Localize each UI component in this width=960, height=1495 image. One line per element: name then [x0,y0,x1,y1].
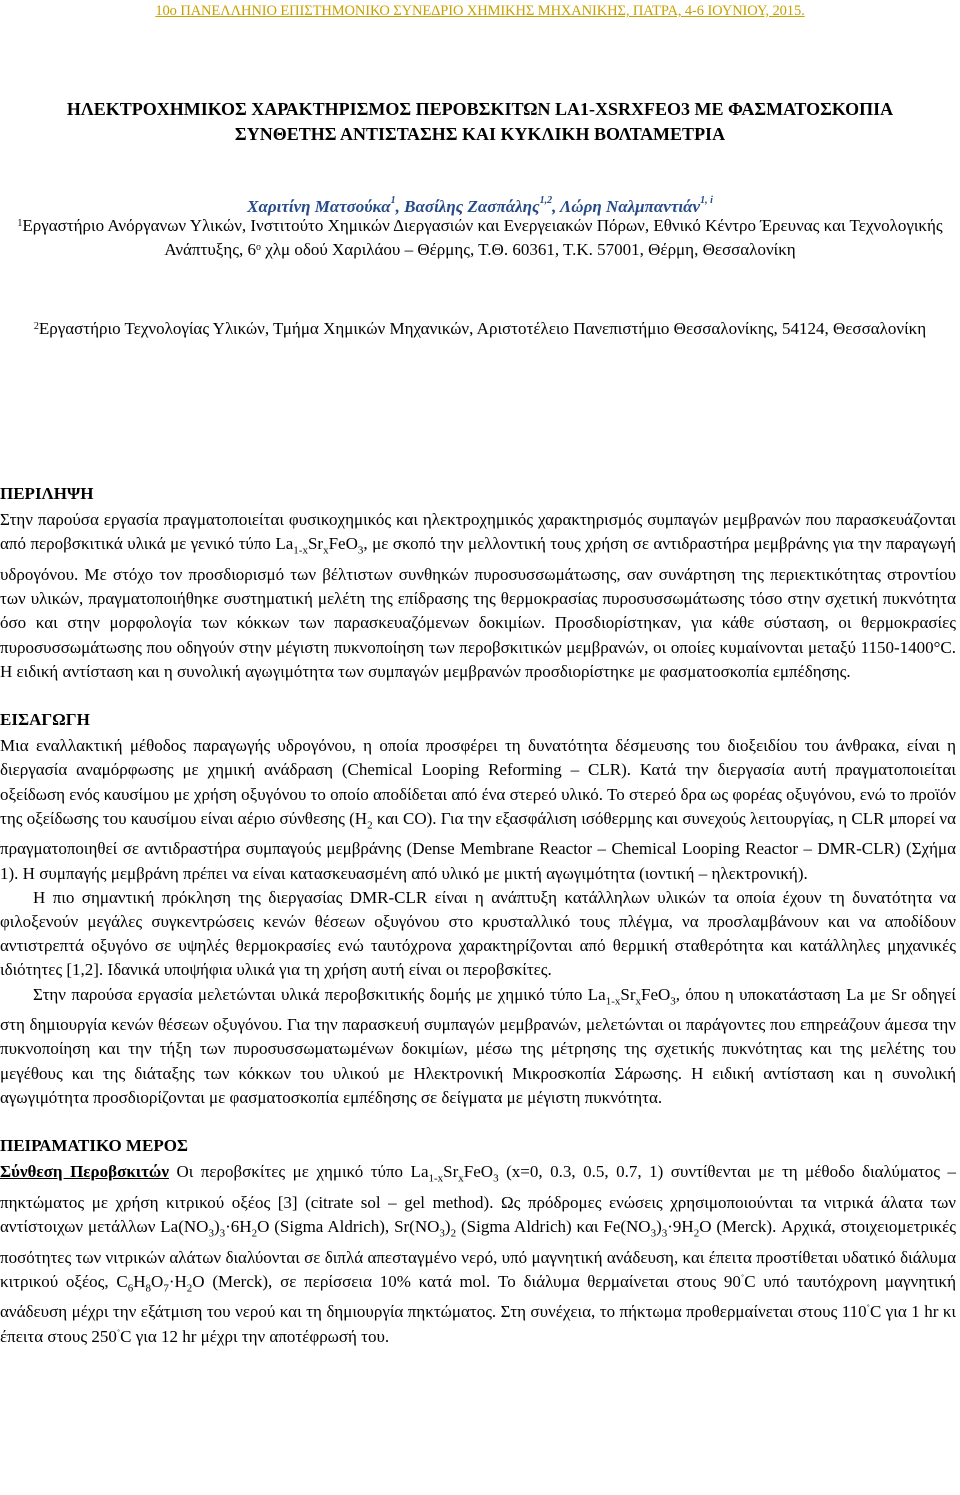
conference-header: 10ο ΠΑΝΕΛΛΗΝΙΟ ΕΠΙΣΤΗΜΟΝΙΚΟ ΣΥΝΕΔΡΙΟ ΧΗΜΙΚΗΣ ΜΗΧΑΝΙΚΗΣ, ΠΑΤΡΑ, 4-6 ΙΟΥΝΙΟΥ, 2015. [155,3,805,19]
author-list: Χαριτίνη Ματσούκα$^1$, Βασίλης Ζασπάλης$^{1,2}$, Λώρη Ναλμπαντιάν$^{1, i}$ [247,195,713,216]
author-name: Χαριτίνη Ματσούκα [247,197,391,216]
paper-title: ΗΛΕΚΤΡΟΧΗΜΙΚΟΣ ΧΑΡΑΚΤΗΡΙΣΜΟΣ ΠΕΡΟΒΣΚΙΤΩΝ LA1-XSRXFEO3 ΜΕ ΦΑΣΜΑΤΟΣΚΟΠΙΑ ΣΥΝΘΕΤΗΣ ΑΝΤΙΣΤΑΣΗΣ ΚΑΙ ΚΥΚΛΙΚΗ ΒΟΛΤΑΜΕΤΡΙΑ [66,99,894,144]
author-superscript: 1, i [700,195,713,206]
affiliation-1 [10,214,950,262]
affiliation-text: Εργαστήριο Τεχνολογίας Υλικών, Τμήμα Χημικών Μηχανικών, Αριστοτέλειο Πανεπιστήμιο Θεσσαλονίκης, 54124, Θεσσαλονίκη [38,319,927,338]
author-name: Βασίλης Ζασπάλης [404,197,540,216]
paper-body [0,482,956,1349]
intro-paragraph-1: Μια εναλλακτική μέθοδος παραγωγής υδρογόνου, η οποία προσφέρει τη δυνατότητα δέσμευσης του διοξειδίου του άνθρακα, είναι η διεργασία αναμόρφωσης με χημική ανάδραση (Chemical Looping Reforming – CLR). Κατά την διεργασία αυτή πραγματοποιείται οξείδωση ενός καυσίμου με χρήση οξυγόνου το οποίο αποδίδεται από ένα στερεό υλικό. Το στερεό δρα ως φορέας οξυγόνου, ενώ το προϊόν της οξείδωσης του καυσίμου είναι αέριο σύνθεσης ($H_2$ και CO). Για την εξασφάλιση ισόθερμης και συνεχούς λειτουργίας, η CLR μπορεί να πραγματοποιηθεί σε αντιδραστήρα συμπαγούς μεμβράνης (Dense Membrane Reactor – Chemical Looping Reactor – DMR-CLR) (Σχήμα 1). Η συμπαγής μεμβράνη πρέπει να είναι κατασκευασμένη από υλικό με μικτή αγωγιμότητα (ιοντική – ηλεκτρονική). [0,736,957,883]
affiliation-2 [10,317,950,341]
intro-paragraph-2: Η πιο σημαντική πρόκληση της διεργασίας DMR-CLR είναι η ανάπτυξη κατάλληλων υλικών τα οποία έχουν τη δυνατότητα να φιλοξενούν μεγάλες συγκεντρώσεις κενών θέσεων οξυγόνου στο κρυσταλλικό τους πλέγμα, να προσλαμβάνουν και να αποδίδουν αντιστρεπτά οξυγόνο σε υψηλές θερμοκρασίες ενώ ταυτόχρονα χαρακτηρίζονται από θερμική σταθερότητα και κατάλληλες μηχανικές ιδιότητες [1,2]. Ιδανικά υποψήφια υλικά για τη χρήση αυτή είναι οι περοβσκίτες. [0,887,956,980]
experimental-paragraph: Σύνθεση Περοβσκιτών Οι περοβσκίτες με χημικό τύπο $La_{1-x}Sr_xFeO_3$ (x=0, 0.3, 0.5, 0.7, 1) συντίθενται με τη μέθοδο διαλύματος – πηκτώματος με χρήση κιτρικού οξέος [3] (citrate sol – gel method). Ως πρόδρομες ενώσεις χρησιμοποιούνται τα νιτρικά άλατα των αντίστοιχων μετάλλων $La(NO_3)_3\cdot 6H_2O$ (Sigma Aldrich), $Sr(NO_3)_2$ (Sigma Aldrich) και $Fe(NO_3)_3\cdot 9H_2O$ (Merck). Αρχικά, στοιχειομετρικές ποσότητες των νιτρικών αλάτων διαλύονται σε διπλά απεσταγμένο νερό, υπό μαγνητική ανάδευση, και έπειτα προστίθεται υδατικό διάλυμα κιτρικού οξέος, $C_6H_8O_7\cdot H_2O$ (Merck), σε περίσσεια 10% κατά mol. Το διάλυμα θερμαίνεται στους 90˚C υπό ταυτόχρονη μαγνητική ανάδευση μέχρι την εξάτμιση του νερού και τη δημιουργία πηκτώματος. Στη συνέχεια, το πήκτωμα προθερμαίνεται στους 110˚C για 1 hr κι έπειτα στους 250˚C για 12 hr μέχρι την αποτέφρωσή του. [0,1162,957,1346]
abstract-heading: ΠΕΡΙΛΗΨΗ [0,484,94,503]
affiliation-superscript: 1 [17,218,23,229]
affiliation-text: χλμ οδού Χαριλάου – Θέρμης, Τ.Θ. 60361, Τ.Κ. 57001, Θέρμη, Θεσσαλονίκη [260,240,796,259]
experimental-heading: ΠΕΙΡΑΜΑΤΙΚΟ ΜΕΡΟΣ [0,1136,189,1156]
abstract-paragraph: Στην παρούσα εργασία πραγματοποιείται φυσικοχημικός και ηλεκτροχημικός χαρακτηρισμός συμπαγών μεμβρανών που παρασκευάζονται από περοβσκιτικά υλικά με γενικό τύπο $La_{1-x}Sr_xFeO_3$, με σκοπό την μελλοντική τους χρήση σε αντιδραστήρα μεμβράνης για την παραγωγή υδρογόνου. Με στόχο τον προσδιορισμό των βέλτιστων συνθηκών πυροσυσσωμάτωσης, σαν συνάρτηση της περιεκτικότητας στροντίου των υλικών, πραγματοποιήθηκε συστηματική μελέτη της επίδρασης της θερμοκρασίας πυροσυσσωμάτωσης τόσο στην σχετική πυκνότητα όσο και στην μορφολογία των κόκκων των παρασκευαζόμενων δοκιμίων. Προσδιορίστηκαν, για κάθε σύσταση, οι θερμοκρασίες πυροσυσσωμάτωσης που οδηγούν στην μέγιστη πυκνοποίηση των περοβσκιτικών μεμβρανών, οι οποίες κυμαίνονται μεταξύ 1150-1400°C. Η ειδική αντίσταση και η συνολική αγωγιμότητα των συμπαγών μεμβρανών προσδιορίστηκε με φασματοσκοπία εμπέδησης. [0,510,957,681]
author-superscript: 1 [390,195,396,206]
author-name: Λώρη Ναλμπαντιάν [559,197,701,216]
author-superscript: 1,2 [539,195,553,206]
ordinal-superscript: ο [255,242,261,253]
affiliation-superscript: 2 [33,321,39,332]
intro-paragraph-3: Στην παρούσα εργασία μελετώνται υλικά περοβσκιτικής δομής με χημικό τύπο $La_{1-x}Sr_xFeO_3$, όπου η υποκατάσταση La με Sr οδηγεί στη δημιουργία κενών θέσεων οξυγόνου. Για την παρασκευή συμπαγών μεμβρανών, μελετώνται οι παράγοντες που επηρεάζουν άμεσα την πυκνοποίηση και την τήξη των πυροσυσσωματωμένων δοκιμίων, μέσω της μέτρησης της σχετικής πυκνότητας και της μελέτης του μεγέθους και της διάταξης των κόκκων του υλικού με Ηλεκτρονική Μικροσκοπία Σάρωσης. Η ειδική αντίσταση και η συνολική αγωγιμότητα προσδιορίζονται με φασματοσκοπία εμπέδησης σε δείγματα με μέγιστη πυκνότητα. [0,984,956,1107]
intro-heading: ΕΙΣΑΓΩΓΗ [0,710,90,730]
affiliation-text: Εργαστήριο Ανόργανων Υλικών, Ινστιτούτο Χημικών Διεργασιών και Ενεργειακών Πόρων, Εθνικό Κέντρο Έρευνας και Τεχνολογικής Ανάπτυξης, 6 [22,216,943,259]
subsection-title: Σύνθεση Περοβσκιτών [0,1162,169,1182]
